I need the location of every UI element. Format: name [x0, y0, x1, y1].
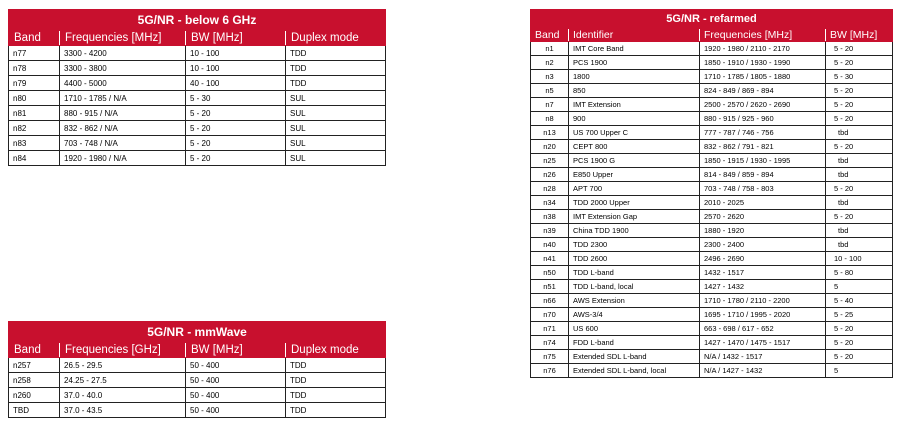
table-row: [531, 224, 893, 238]
cell-identifier: TDD L-band: [569, 266, 700, 280]
table-row: [531, 266, 893, 280]
cell-bw: tbd: [826, 154, 893, 168]
cell-band: n34: [531, 196, 569, 210]
cell-freq: 4400 - 5000: [60, 76, 186, 91]
table-row: [531, 56, 893, 70]
table-row: [531, 210, 893, 224]
cell-identifier: IMT Extension: [569, 98, 700, 112]
cell-bw: 5 - 20: [826, 56, 893, 70]
col-header-bw: BW [MHz]: [186, 31, 286, 46]
cell-identifier: PCS 1900 G: [569, 154, 700, 168]
table-row: [9, 106, 386, 121]
cell-freq: N/A / 1427 - 1432: [700, 364, 826, 378]
table-row: [531, 252, 893, 266]
cell-band: n260: [9, 388, 60, 403]
cell-band: n83: [9, 136, 60, 151]
cell-band: n84: [9, 151, 60, 166]
below-6ghz-body: [9, 46, 386, 166]
table-row: [531, 364, 893, 378]
table-row: [9, 136, 386, 151]
cell-bw: 5 - 20: [826, 182, 893, 196]
col-header-bw: BW [MHz]: [826, 29, 893, 42]
cell-bw: 5 - 40: [826, 294, 893, 308]
cell-freq: 1710 - 1785 / 1805 - 1880: [700, 70, 826, 84]
cell-duplex: TDD: [286, 403, 386, 418]
cell-freq: 3300 - 3800: [60, 61, 186, 76]
cell-identifier: US 600: [569, 322, 700, 336]
cell-identifier: APT 700: [569, 182, 700, 196]
cell-duplex: SUL: [286, 136, 386, 151]
cell-bw: tbd: [826, 224, 893, 238]
cell-bw: 5 - 20: [826, 140, 893, 154]
cell-bw: 5 - 30: [826, 70, 893, 84]
cell-bw: 5 - 20: [826, 210, 893, 224]
cell-bw: 50 - 400: [186, 388, 286, 403]
cell-identifier: TDD 2600: [569, 252, 700, 266]
cell-band: n76: [531, 364, 569, 378]
cell-freq: 24.25 - 27.5: [60, 373, 186, 388]
cell-bw: 50 - 400: [186, 358, 286, 373]
cell-bw: 50 - 400: [186, 373, 286, 388]
cell-duplex: TDD: [286, 388, 386, 403]
cell-band: n1: [531, 42, 569, 56]
cell-band: n80: [9, 91, 60, 106]
cell-identifier: TDD 2000 Upper: [569, 196, 700, 210]
cell-freq: 37.0 - 43.5: [60, 403, 186, 418]
cell-freq: 3300 - 4200: [60, 46, 186, 61]
cell-band: n66: [531, 294, 569, 308]
table-row: [9, 151, 386, 166]
cell-bw: 5: [826, 364, 893, 378]
table-row: [531, 70, 893, 84]
cell-bw: 5 - 20: [186, 106, 286, 121]
cell-identifier: IMT Core Band: [569, 42, 700, 56]
cell-identifier: FDD L-band: [569, 336, 700, 350]
cell-freq: 26.5 - 29.5: [60, 358, 186, 373]
cell-identifier: E850 Upper: [569, 168, 700, 182]
cell-freq: 2300 - 2400: [700, 238, 826, 252]
col-header-duplex-mode: Duplex mode: [286, 31, 386, 46]
cell-identifier: 1800: [569, 70, 700, 84]
table-row: [9, 61, 386, 76]
cell-freq: 2570 - 2620: [700, 210, 826, 224]
cell-freq: 2496 - 2690: [700, 252, 826, 266]
table-row: [531, 322, 893, 336]
cell-freq: 814 - 849 / 859 - 894: [700, 168, 826, 182]
cell-band: n257: [9, 358, 60, 373]
cell-bw: tbd: [826, 126, 893, 140]
cell-band: n20: [531, 140, 569, 154]
mmwave-table: [8, 321, 386, 418]
cell-freq: 824 - 849 / 869 - 894: [700, 84, 826, 98]
cell-freq: 703 - 748 / 758 - 803: [700, 182, 826, 196]
cell-identifier: AWS-3/4: [569, 308, 700, 322]
table-row: [531, 294, 893, 308]
cell-duplex: TDD: [286, 358, 386, 373]
cell-band: TBD: [9, 403, 60, 418]
cell-band: n40: [531, 238, 569, 252]
cell-freq: 1432 - 1517: [700, 266, 826, 280]
cell-bw: 10 - 100: [826, 252, 893, 266]
cell-identifier: 850: [569, 84, 700, 98]
table-row: [531, 280, 893, 294]
table-row: [9, 388, 386, 403]
table-row: [531, 126, 893, 140]
cell-band: n2: [531, 56, 569, 70]
cell-freq: 1920 - 1980 / 2110 - 2170: [700, 42, 826, 56]
table-row: [9, 91, 386, 106]
mmwave-title: 5G/NR - mmWave: [9, 322, 386, 343]
cell-identifier: Extended SDL L-band, local: [569, 364, 700, 378]
cell-band: n3: [531, 70, 569, 84]
cell-bw: 5 - 20: [826, 322, 893, 336]
cell-bw: 5 - 20: [186, 151, 286, 166]
table-row: [531, 42, 893, 56]
cell-duplex: TDD: [286, 373, 386, 388]
cell-band: n79: [9, 76, 60, 91]
below-6ghz-table: [8, 9, 386, 166]
table-row: [531, 238, 893, 252]
table-row: [9, 121, 386, 136]
cell-band: n28: [531, 182, 569, 196]
refarmed-title: 5G/NR - refarmed: [531, 10, 893, 29]
cell-duplex: SUL: [286, 106, 386, 121]
cell-freq: 880 - 915 / 925 - 960: [700, 112, 826, 126]
table-row: [531, 308, 893, 322]
cell-identifier: TDD L-band, local: [569, 280, 700, 294]
cell-identifier: US 700 Upper C: [569, 126, 700, 140]
cell-band: n81: [9, 106, 60, 121]
cell-band: n5: [531, 84, 569, 98]
cell-freq: N/A / 1432 - 1517: [700, 350, 826, 364]
col-header-identifier: Identifier: [569, 29, 700, 42]
cell-bw: 5 - 20: [186, 136, 286, 151]
cell-bw: 50 - 400: [186, 403, 286, 418]
cell-band: n82: [9, 121, 60, 136]
cell-bw: tbd: [826, 196, 893, 210]
cell-freq: 832 - 862 / 791 - 821: [700, 140, 826, 154]
cell-identifier: IMT Extension Gap: [569, 210, 700, 224]
col-header-frequencies: Frequencies [GHz]: [60, 343, 186, 358]
cell-bw: 5 - 20: [826, 350, 893, 364]
cell-identifier: AWS Extension: [569, 294, 700, 308]
cell-freq: 37.0 - 40.0: [60, 388, 186, 403]
col-header-band: Band: [531, 29, 569, 42]
cell-band: n41: [531, 252, 569, 266]
cell-freq: 1710 - 1780 / 2110 - 2200: [700, 294, 826, 308]
cell-identifier: TDD 2300: [569, 238, 700, 252]
cell-identifier: 900: [569, 112, 700, 126]
table-row: [531, 154, 893, 168]
cell-freq: 703 - 748 / N/A: [60, 136, 186, 151]
cell-bw: 5 - 25: [826, 308, 893, 322]
table-row: [531, 84, 893, 98]
cell-band: n74: [531, 336, 569, 350]
cell-bw: 5 - 20: [826, 336, 893, 350]
cell-freq: 663 - 698 / 617 - 652: [700, 322, 826, 336]
cell-duplex: SUL: [286, 151, 386, 166]
table-row: [531, 140, 893, 154]
cell-freq: 1427 - 1470 / 1475 - 1517: [700, 336, 826, 350]
cell-band: n39: [531, 224, 569, 238]
col-header-frequencies: Frequencies [MHz]: [700, 29, 826, 42]
table-row: [531, 112, 893, 126]
cell-bw: 5 - 20: [826, 98, 893, 112]
cell-freq: 2010 - 2025: [700, 196, 826, 210]
col-header-bw: BW [MHz]: [186, 343, 286, 358]
cell-identifier: CEPT 800: [569, 140, 700, 154]
col-header-duplex-mode: Duplex mode: [286, 343, 386, 358]
cell-band: n77: [9, 46, 60, 61]
cell-duplex: TDD: [286, 46, 386, 61]
cell-duplex: TDD: [286, 76, 386, 91]
cell-band: n38: [531, 210, 569, 224]
cell-freq: 1427 - 1432: [700, 280, 826, 294]
table-row: [9, 403, 386, 418]
mmwave-body: [9, 358, 386, 418]
col-header-band: Band: [9, 31, 60, 46]
cell-duplex: TDD: [286, 61, 386, 76]
cell-freq: 1710 - 1785 / N/A: [60, 91, 186, 106]
cell-bw: 5 - 20: [826, 42, 893, 56]
cell-band: n71: [531, 322, 569, 336]
table-row: [531, 98, 893, 112]
table-row: [531, 196, 893, 210]
cell-bw: 5 - 80: [826, 266, 893, 280]
cell-band: n13: [531, 126, 569, 140]
cell-bw: 5 - 20: [826, 112, 893, 126]
cell-band: n70: [531, 308, 569, 322]
cell-freq: 1880 - 1920: [700, 224, 826, 238]
table-row: [9, 46, 386, 61]
table-row: [531, 182, 893, 196]
cell-band: n51: [531, 280, 569, 294]
cell-identifier: PCS 1900: [569, 56, 700, 70]
cell-bw: 10 - 100: [186, 46, 286, 61]
table-row: [531, 336, 893, 350]
cell-band: n258: [9, 373, 60, 388]
cell-band: n78: [9, 61, 60, 76]
col-header-band: Band: [9, 343, 60, 358]
cell-band: n26: [531, 168, 569, 182]
cell-band: n75: [531, 350, 569, 364]
cell-freq: 2500 - 2570 / 2620 - 2690: [700, 98, 826, 112]
table-row: [9, 373, 386, 388]
cell-bw: tbd: [826, 238, 893, 252]
table-row: [9, 76, 386, 91]
cell-band: n25: [531, 154, 569, 168]
cell-bw: 5 - 30: [186, 91, 286, 106]
col-header-frequencies: Frequencies [MHz]: [60, 31, 186, 46]
table-row: [531, 350, 893, 364]
cell-bw: 10 - 100: [186, 61, 286, 76]
cell-bw: 40 - 100: [186, 76, 286, 91]
cell-duplex: SUL: [286, 91, 386, 106]
cell-band: n8: [531, 112, 569, 126]
cell-band: n7: [531, 98, 569, 112]
cell-freq: 832 - 862 / N/A: [60, 121, 186, 136]
cell-freq: 777 - 787 / 746 - 756: [700, 126, 826, 140]
cell-freq: 1920 - 1980 / N/A: [60, 151, 186, 166]
cell-bw: 5 - 20: [826, 84, 893, 98]
cell-freq: 880 - 915 / N/A: [60, 106, 186, 121]
cell-freq: 1695 - 1710 / 1995 - 2020: [700, 308, 826, 322]
cell-bw: 5 - 20: [186, 121, 286, 136]
cell-band: n50: [531, 266, 569, 280]
cell-duplex: SUL: [286, 121, 386, 136]
cell-identifier: Extended SDL L-band: [569, 350, 700, 364]
cell-identifier: China TDD 1900: [569, 224, 700, 238]
table-row: [9, 358, 386, 373]
cell-freq: 1850 - 1910 / 1930 - 1990: [700, 56, 826, 70]
refarmed-table: [530, 9, 893, 378]
table-row: [531, 168, 893, 182]
refarmed-body: [531, 42, 893, 378]
cell-bw: tbd: [826, 168, 893, 182]
cell-freq: 1850 - 1915 / 1930 - 1995: [700, 154, 826, 168]
cell-bw: 5: [826, 280, 893, 294]
below-6ghz-title: 5G/NR - below 6 GHz: [9, 10, 386, 31]
